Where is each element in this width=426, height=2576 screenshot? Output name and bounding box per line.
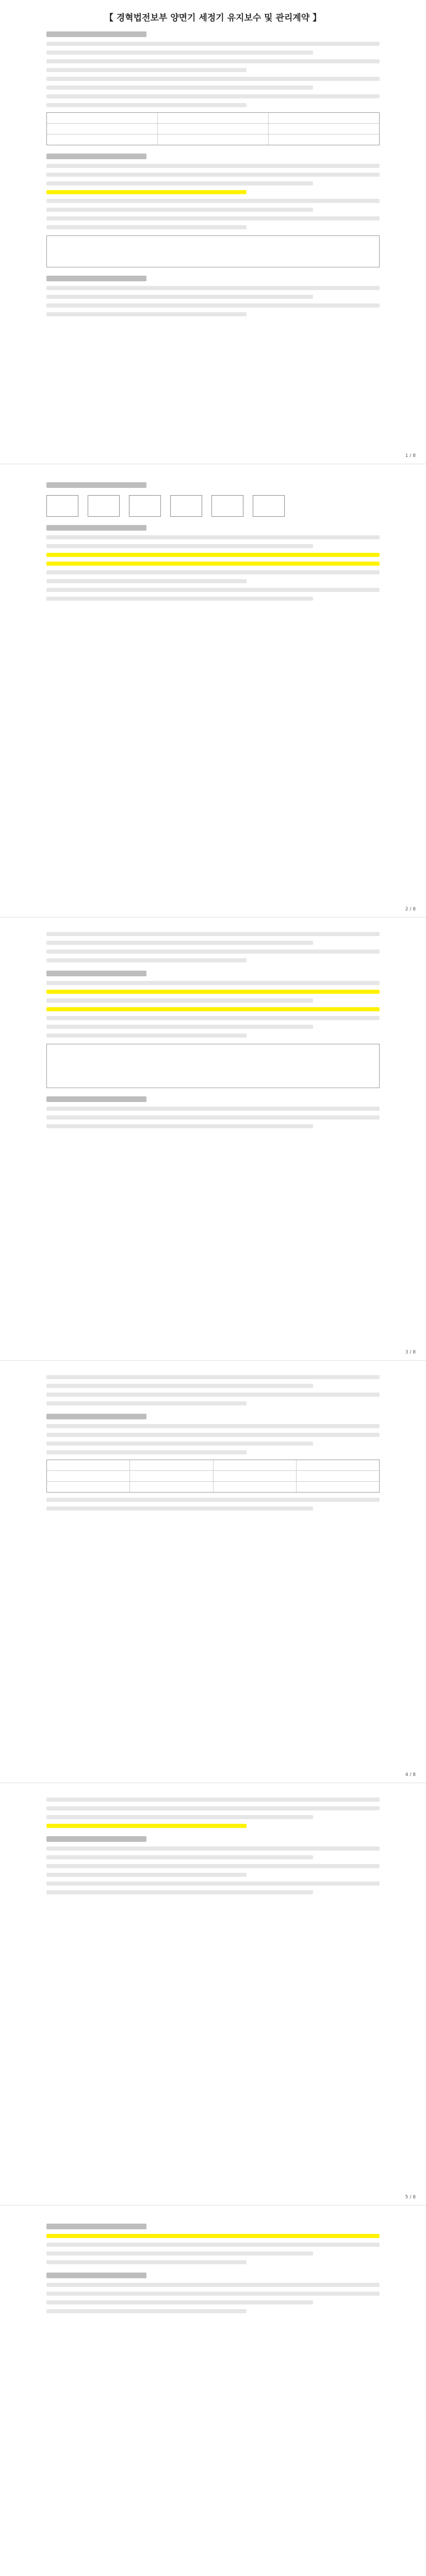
text-line: [46, 2309, 247, 2313]
document-page-3: [0, 927, 426, 1133]
text-line: [46, 958, 247, 962]
text-line: [46, 950, 380, 954]
text-line: [46, 1442, 313, 1446]
text-line: [46, 1033, 247, 1038]
text-line: [46, 1806, 380, 1810]
text-line: [46, 1124, 313, 1128]
highlighted-line: [46, 990, 380, 994]
text-line: [46, 303, 380, 308]
section-heading: [46, 2224, 146, 2229]
highlighted-line: [46, 2234, 380, 2238]
text-line: [46, 199, 380, 203]
page-divider: [0, 2205, 426, 2206]
text-line: [46, 1506, 313, 1511]
text-line: [46, 286, 380, 290]
highlighted-line: [46, 553, 380, 557]
text-line: [46, 42, 380, 46]
text-line: [46, 2243, 380, 2247]
text-line: [46, 981, 380, 985]
highlighted-line: [46, 1007, 380, 1011]
text-line: [46, 1115, 380, 1120]
text-line: [46, 588, 380, 592]
info-table: [46, 1460, 380, 1493]
text-line: [46, 1025, 313, 1029]
text-line: [46, 544, 313, 548]
text-line: [46, 208, 313, 212]
text-line: [46, 312, 247, 316]
section-heading: [46, 971, 146, 976]
text-line: [46, 225, 247, 229]
text-line: [46, 103, 247, 107]
text-line: [46, 1016, 380, 1020]
text-line: [46, 2283, 380, 2287]
text-line: [46, 1107, 380, 1111]
text-line: [46, 1450, 247, 1454]
page-divider: [0, 1360, 426, 1361]
text-line: [46, 1890, 313, 1894]
text-line: [46, 86, 313, 90]
page-number: 4 / 8: [405, 1772, 416, 1777]
section-heading: [46, 31, 146, 37]
text-line: [46, 77, 380, 81]
text-line: [46, 1864, 380, 1868]
page-number: 5 / 8: [405, 2195, 416, 2200]
section-heading: [46, 154, 146, 159]
text-line: [46, 2260, 247, 2264]
text-line: [46, 2251, 313, 2256]
flow-step: [129, 495, 161, 517]
text-line: [46, 1424, 380, 1428]
section-heading: [46, 482, 146, 488]
text-line: [46, 1384, 313, 1388]
document-page-5: [0, 1793, 426, 1899]
text-line: [46, 1815, 313, 1819]
page-number: 1 / 8: [405, 453, 416, 459]
section-heading: [46, 525, 146, 531]
text-line: [46, 50, 313, 55]
text-line: [46, 932, 380, 936]
text-line: [46, 998, 313, 1003]
text-line: [46, 1498, 380, 1502]
text-line: [46, 181, 313, 185]
text-line: [46, 2300, 313, 2304]
note-box: [46, 235, 380, 267]
text-line: [46, 597, 313, 601]
text-line: [46, 1433, 380, 1437]
text-line: [46, 579, 247, 583]
text-line: [46, 2292, 380, 2296]
text-line: [46, 68, 247, 72]
text-line: [46, 1855, 313, 1859]
page-divider: [0, 917, 426, 918]
flow-step: [170, 495, 202, 517]
highlighted-line: [46, 562, 380, 566]
text-line: [46, 1401, 247, 1405]
text-line: [46, 570, 380, 574]
text-line: [46, 1873, 247, 1877]
page-number: 2 / 8: [405, 907, 416, 912]
note-box: [46, 1044, 380, 1088]
text-line: [46, 941, 313, 945]
document-page-2: [0, 474, 426, 605]
section-heading: [46, 1836, 146, 1842]
section-heading: [46, 1414, 146, 1419]
document-page-4: [0, 1370, 426, 1515]
page-number: 3 / 8: [405, 1350, 416, 1355]
document-title: 【 경혁법전보부 양면기 세정기 유지보수 및 관리계약 】: [104, 13, 322, 23]
text-line: [46, 94, 380, 98]
document-page-6: [0, 2215, 426, 2318]
text-line: [46, 1393, 380, 1397]
text-line: [46, 295, 313, 299]
document-page-1: [0, 10, 426, 321]
section-heading: [46, 276, 146, 281]
text-line: [46, 164, 380, 168]
flow-step: [211, 495, 243, 517]
highlighted-line: [46, 1824, 247, 1828]
flow-step: [88, 495, 120, 517]
text-line: [46, 535, 380, 539]
highlighted-line: [46, 190, 247, 194]
text-line: [46, 173, 380, 177]
text-line: [46, 1375, 380, 1379]
flow-step: [253, 495, 285, 517]
flow-step: [46, 495, 78, 517]
section-heading: [46, 2273, 146, 2278]
text-line: [46, 1798, 380, 1802]
text-line: [46, 59, 380, 63]
process-flow: [46, 495, 380, 517]
text-line: [46, 216, 380, 221]
text-line: [46, 1882, 380, 1886]
text-line: [46, 1846, 380, 1851]
section-heading: [46, 1096, 146, 1102]
info-table: [46, 112, 380, 145]
